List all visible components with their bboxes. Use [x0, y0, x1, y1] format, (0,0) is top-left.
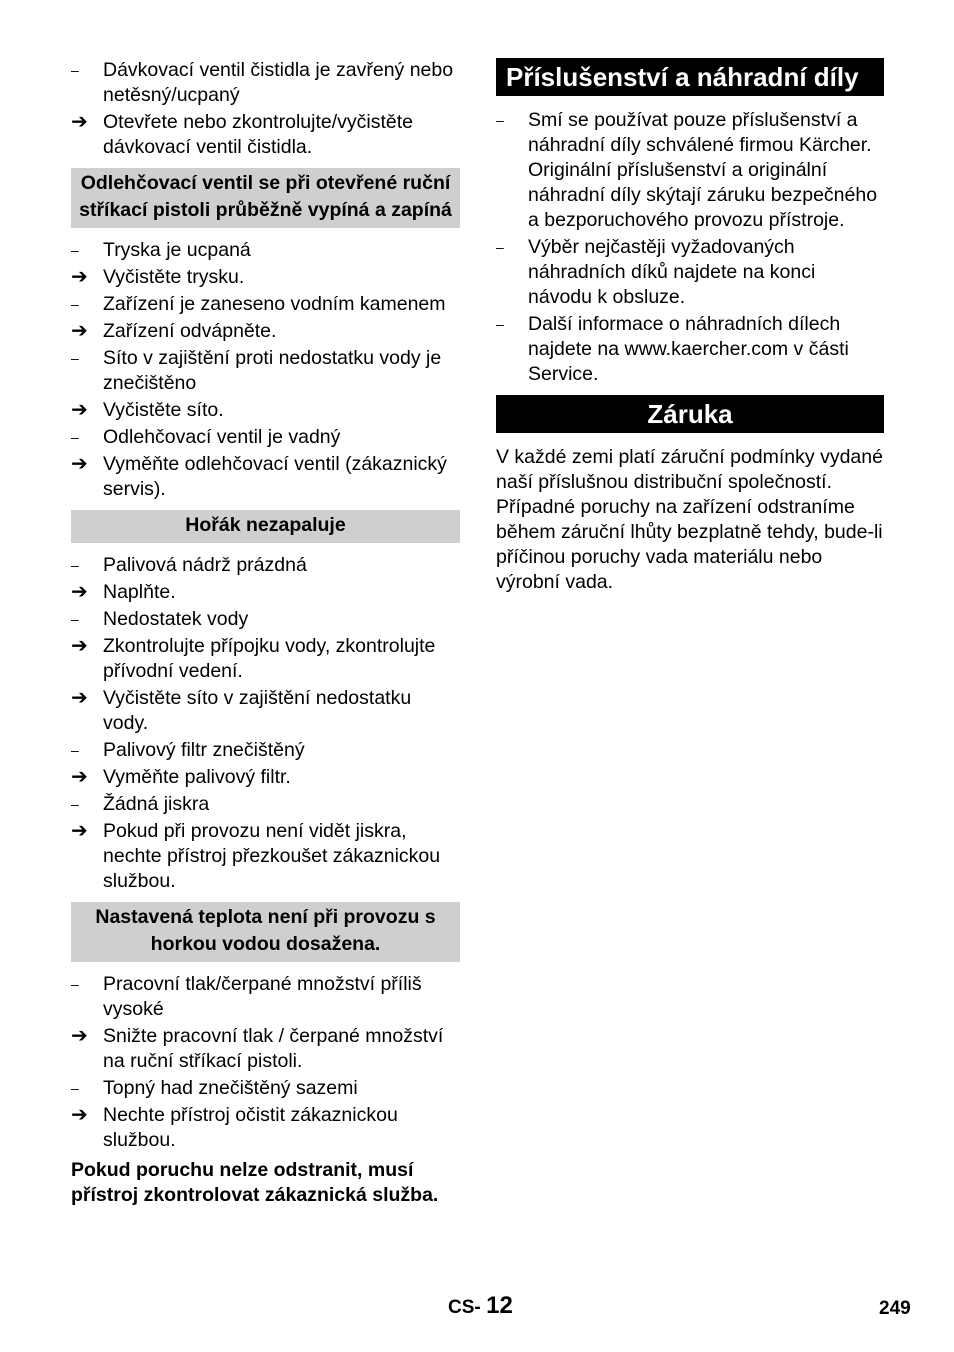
item-text: Dávkovací ventil čistidla je zavřený nebo netěsný/ucpaný: [103, 59, 454, 106]
action-item: [71, 765, 460, 790]
action-item: [71, 319, 460, 344]
list-group-4: [71, 972, 460, 1153]
arrow-right-icon: ➔: [71, 766, 88, 788]
section-heading-burner: Hořák nezapaluje: [71, 510, 460, 543]
arrow-right-icon: ➔: [71, 266, 88, 288]
dash-marker: –: [71, 796, 79, 812]
cause-item: [496, 235, 884, 310]
item-text: Naplňte.: [103, 581, 176, 603]
cause-item: [71, 346, 460, 396]
left-column: [71, 58, 460, 1208]
cause-item: [71, 1076, 460, 1101]
item-text: Pokud při provozu není vidět jiskra, nechte přístroj přezkoušet zákaznickou službou.: [103, 820, 441, 892]
item-text: Vyčistěte síto v zajištění nedostatku vody.: [103, 687, 412, 734]
dash-marker: –: [496, 239, 504, 255]
arrow-right-icon: ➔: [71, 581, 88, 603]
cause-item: [71, 238, 460, 263]
section-page-number: 12: [486, 1292, 513, 1319]
cause-item: [71, 58, 460, 108]
arrow-right-icon: ➔: [71, 453, 88, 475]
item-text: Síto v zajištění proti nedostatku vody je znečištěno: [103, 347, 442, 394]
action-item: [71, 265, 460, 290]
action-item: [71, 398, 460, 423]
item-text: Výběr nejčastěji vyžadovaných náhradních díků najdete na konci návodu k obsluze.: [528, 236, 816, 308]
list-group-3: [71, 553, 460, 894]
list-group-2: [71, 238, 460, 502]
item-text: Zařízení odvápněte.: [103, 320, 277, 342]
section-heading-accessories: Příslušenství a náhradní díly: [496, 58, 884, 96]
item-text: Žádná jiskra: [103, 793, 210, 815]
arrow-right-icon: ➔: [71, 635, 88, 657]
section-heading-temperature: Nastavená teplota není při provozu s horkou vodou dosažena.: [71, 902, 460, 962]
dash-marker: –: [71, 62, 79, 78]
warranty-paragraph: V každé zemi platí záruční podmínky vydané naší příslušnou distribuční společností. Případné poruchy na zařízení odstraníme během záruční lhůty bezplatně tehdy, bude-li příčinou poruchy vada materiálu nebo výrobní vada.: [496, 446, 883, 593]
item-text: Vyměňte odlehčovací ventil (zákaznický servis).: [103, 453, 447, 500]
item-text: Vyměňte palivový filtr.: [103, 766, 291, 788]
cause-item: [71, 792, 460, 817]
item-text: Snižte pracovní tlak / čerpané množství na ruční stříkací pistoli.: [103, 1025, 444, 1072]
list-accessories: [496, 108, 884, 387]
dash-marker: –: [71, 242, 79, 258]
item-text: Odlehčovací ventil je vadný: [103, 426, 341, 448]
dash-marker: –: [71, 611, 79, 627]
action-item: [71, 686, 460, 736]
item-text: Zkontrolujte přípojku vody, zkontrolujte přívodní vedení.: [103, 635, 436, 682]
cause-item: [71, 553, 460, 578]
item-text: Pracovní tlak/čerpané množství příliš vysoké: [103, 973, 422, 1020]
action-item: [71, 110, 460, 160]
arrow-right-icon: ➔: [71, 687, 88, 709]
language-code: CS: [448, 1297, 475, 1318]
item-text: Otevřete nebo zkontrolujte/vyčistěte dávkovací ventil čistidla.: [103, 111, 413, 158]
arrow-right-icon: ➔: [71, 320, 88, 342]
action-item: [71, 452, 460, 502]
cause-item: [496, 312, 884, 387]
arrow-right-icon: ➔: [71, 111, 88, 133]
item-text: Tryska je ucpaná: [103, 239, 251, 261]
dash-marker: –: [496, 112, 504, 128]
dash-marker: –: [71, 557, 79, 573]
cause-item: [71, 607, 460, 632]
right-column: [496, 58, 884, 595]
dash-marker: –: [71, 350, 79, 366]
section-heading-warranty: Záruka: [496, 395, 884, 433]
action-item: [71, 1103, 460, 1153]
arrow-right-icon: ➔: [71, 399, 88, 421]
item-text: Nedostatek vody: [103, 608, 249, 630]
service-note: Pokud poruchu nelze odstranit, musí přístroj zkontrolovat zákaznická služba.: [71, 1159, 439, 1206]
list-group-1: [71, 58, 460, 160]
item-text: Topný had znečištěný sazemi: [103, 1077, 358, 1099]
cause-item: [71, 738, 460, 763]
item-text: Zařízení je zaneseno vodním kamenem: [103, 293, 446, 315]
action-item: [71, 580, 460, 605]
dash-marker: –: [71, 742, 79, 758]
dash-marker: –: [71, 976, 79, 992]
item-text: Smí se používat pouze příslušenství a náhradní díly schválené firmou Kärcher. Originální příslušenství a originální náhradní díly skýtají záruku bezpečného a bezporuchového provozu přístroje.: [528, 109, 878, 231]
cause-item: [71, 292, 460, 317]
action-item: [71, 819, 460, 894]
item-text: Palivová nádrž prázdná: [103, 554, 307, 576]
arrow-right-icon: ➔: [71, 1025, 88, 1047]
cause-item: [71, 972, 460, 1022]
section-heading-relief-valve: Odlehčovací ventil se při otevřené ruční stříkací pistoli průběžně vypíná a zapíná: [71, 168, 460, 228]
dash-marker: –: [71, 1080, 79, 1096]
dash-marker: –: [71, 296, 79, 312]
arrow-right-icon: ➔: [71, 820, 88, 842]
item-text: Vyčistěte síto.: [103, 399, 224, 421]
page-label: [448, 1293, 513, 1320]
item-text: Palivový filtr znečištěný: [103, 739, 305, 761]
item-text: Vyčistěte trysku.: [103, 266, 245, 288]
arrow-right-icon: ➔: [71, 1104, 88, 1126]
dash-marker: –: [71, 429, 79, 445]
action-item: [71, 1024, 460, 1074]
item-text: Další informace o náhradních dílech najdete na www.kaercher.com v části Service.: [528, 313, 849, 385]
absolute-page-number: 249: [879, 1298, 911, 1319]
item-text: Nechte přístroj očistit zákaznickou službou.: [103, 1104, 398, 1151]
action-item: [71, 634, 460, 684]
page-separator: -: [474, 1297, 481, 1318]
cause-item: [496, 108, 884, 233]
dash-marker: –: [496, 316, 504, 332]
cause-item: [71, 425, 460, 450]
